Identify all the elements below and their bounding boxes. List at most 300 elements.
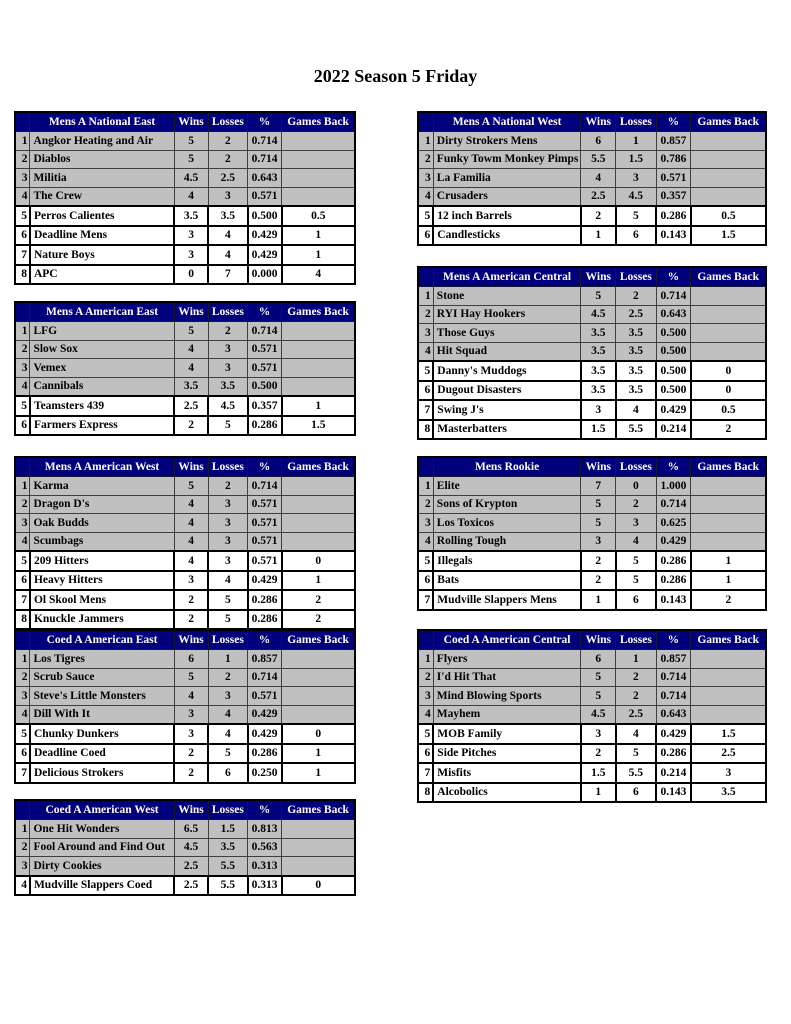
rank-cell: 3 <box>418 514 433 533</box>
standings-table-mens-a-national-west <box>417 111 767 246</box>
games-back-cell: 1 <box>691 571 766 591</box>
team-name-cell: Chunky Dunkers <box>30 724 174 744</box>
pct-cell: 0.313 <box>248 876 282 896</box>
wins-cell: 5 <box>174 668 208 687</box>
col-header-pct: % <box>248 457 282 477</box>
wins-cell: 3.5 <box>174 206 208 226</box>
pct-cell: 0.643 <box>656 305 691 324</box>
rank-cell: 3 <box>15 514 30 533</box>
team-row <box>418 226 766 246</box>
team-name-cell: Delicious Strokers <box>30 763 174 783</box>
losses-cell: 3 <box>208 514 247 533</box>
table-slot-coed-a-american-central <box>417 629 767 803</box>
wins-cell: 4 <box>174 532 208 551</box>
wins-cell: 2 <box>581 571 616 591</box>
games-back-cell: 0 <box>282 551 355 571</box>
rank-cell: 3 <box>418 324 433 343</box>
losses-cell: 3.5 <box>616 324 656 343</box>
wins-cell: 3 <box>581 400 616 420</box>
rank-cell: 1 <box>418 132 433 151</box>
team-name-cell: One Hit Wonders <box>30 820 174 839</box>
games-back-cell <box>282 514 355 533</box>
games-back-cell: 0 <box>691 381 766 401</box>
losses-cell: 2 <box>208 477 247 496</box>
team-row <box>418 668 766 687</box>
wins-cell: 7 <box>581 477 616 496</box>
games-back-cell <box>282 132 355 151</box>
pct-cell: 0.786 <box>656 150 691 169</box>
wins-cell: 4 <box>174 687 208 706</box>
rank-header-spacer <box>418 630 433 650</box>
team-name-cell: Cannibals <box>30 377 174 396</box>
losses-cell: 2 <box>208 132 247 151</box>
team-row <box>15 132 355 151</box>
pct-cell: 0.214 <box>656 420 691 440</box>
pct-cell: 0.143 <box>656 590 691 610</box>
wins-cell: 3.5 <box>174 377 208 396</box>
team-name-cell: Angkor Heating and Air <box>30 132 174 151</box>
pct-cell: 0.714 <box>248 322 282 341</box>
games-back-cell <box>691 132 766 151</box>
losses-cell: 3.5 <box>208 377 247 396</box>
rank-cell: 7 <box>418 400 433 420</box>
games-back-cell: 2 <box>282 590 355 610</box>
team-row <box>15 668 355 687</box>
games-back-cell <box>691 305 766 324</box>
losses-cell: 2.5 <box>616 705 656 724</box>
losses-cell: 0 <box>616 477 656 496</box>
pct-cell: 0.714 <box>248 668 282 687</box>
losses-cell: 4 <box>616 724 656 744</box>
wins-cell: 5 <box>581 668 616 687</box>
team-row <box>418 324 766 343</box>
rank-cell: 7 <box>418 590 433 610</box>
team-row <box>15 687 355 706</box>
rank-header-spacer <box>418 267 433 287</box>
rank-cell: 3 <box>418 687 433 706</box>
losses-cell: 3.5 <box>208 838 247 857</box>
wins-cell: 4 <box>174 359 208 378</box>
team-row <box>15 169 355 188</box>
wins-cell: 3 <box>581 724 616 744</box>
losses-cell: 6 <box>616 783 656 803</box>
pct-cell: 0.286 <box>656 551 691 571</box>
team-row <box>418 571 766 591</box>
games-back-cell: 0.5 <box>691 206 766 226</box>
rank-cell: 2 <box>418 668 433 687</box>
team-row <box>15 187 355 206</box>
team-name-cell: Dirty Strokers Mens <box>433 132 581 151</box>
losses-cell: 4 <box>616 400 656 420</box>
team-name-cell: Alcobolics <box>433 783 581 803</box>
rank-cell: 6 <box>418 571 433 591</box>
losses-cell: 5.5 <box>208 857 247 876</box>
col-header-wins: Wins <box>174 112 208 132</box>
pct-cell: 0.500 <box>248 206 282 226</box>
team-name-cell: Hit Squad <box>433 342 581 361</box>
table-slot-mens-a-american-west <box>14 456 356 630</box>
team-row <box>418 420 766 440</box>
col-header-games-back: Games Back <box>282 457 355 477</box>
division-title: Mens A National West <box>433 112 581 132</box>
team-row <box>418 361 766 381</box>
rank-cell: 2 <box>418 150 433 169</box>
pct-cell: 0.714 <box>656 687 691 706</box>
losses-cell: 3.5 <box>208 206 247 226</box>
pct-cell: 0.571 <box>248 495 282 514</box>
rank-cell: 1 <box>418 287 433 306</box>
games-back-cell: 1 <box>282 396 355 416</box>
col-header-pct: % <box>656 267 691 287</box>
wins-cell: 3.5 <box>581 361 616 381</box>
team-name-cell: Deadline Coed <box>30 744 174 764</box>
pct-cell: 0.813 <box>248 820 282 839</box>
rank-cell: 4 <box>418 705 433 724</box>
games-back-cell <box>282 495 355 514</box>
table-slot-mens-a-american-east <box>14 301 356 436</box>
pct-cell: 0.500 <box>656 342 691 361</box>
col-header-losses: Losses <box>208 630 247 650</box>
team-name-cell: Flyers <box>433 650 581 669</box>
losses-cell: 2 <box>616 687 656 706</box>
games-back-cell: 0.5 <box>282 206 355 226</box>
rank-cell: 2 <box>418 305 433 324</box>
losses-cell: 3 <box>208 687 247 706</box>
wins-cell: 5 <box>581 687 616 706</box>
header-row <box>418 457 766 477</box>
games-back-cell: 1.5 <box>282 416 355 436</box>
team-row <box>418 305 766 324</box>
losses-cell: 3 <box>616 514 656 533</box>
table-slot-mens-rookie <box>417 456 767 611</box>
col-header-pct: % <box>656 630 691 650</box>
losses-cell: 3.5 <box>616 361 656 381</box>
rank-header-spacer <box>15 800 30 820</box>
team-row <box>15 763 355 783</box>
team-name-cell: Fool Around and Find Out <box>30 838 174 857</box>
col-header-games-back: Games Back <box>282 800 355 820</box>
pct-cell: 0.571 <box>248 359 282 378</box>
team-row <box>15 744 355 764</box>
losses-cell: 3.5 <box>616 342 656 361</box>
team-name-cell: Those Guys <box>433 324 581 343</box>
games-back-cell <box>282 705 355 724</box>
games-back-cell: 1 <box>282 245 355 265</box>
standings-table-mens-a-american-central <box>417 266 767 440</box>
team-row <box>15 206 355 226</box>
rank-cell: 5 <box>15 206 30 226</box>
team-row <box>15 416 355 436</box>
games-back-cell: 1.5 <box>691 724 766 744</box>
wins-cell: 6 <box>581 132 616 151</box>
pct-cell: 0.286 <box>656 206 691 226</box>
pct-cell: 0.500 <box>656 361 691 381</box>
team-name-cell: Rolling Tough <box>433 532 581 551</box>
team-name-cell: La Familia <box>433 169 581 188</box>
games-back-cell: 0.5 <box>691 400 766 420</box>
losses-cell: 5 <box>208 590 247 610</box>
games-back-cell <box>691 650 766 669</box>
games-back-cell <box>282 650 355 669</box>
losses-cell: 7 <box>208 265 247 285</box>
team-row <box>418 400 766 420</box>
col-header-losses: Losses <box>208 457 247 477</box>
games-back-cell: 3.5 <box>691 783 766 803</box>
rank-cell: 5 <box>418 206 433 226</box>
team-name-cell: Knuckle Jammers <box>30 610 174 630</box>
division-title: Mens A American Central <box>433 267 581 287</box>
wins-cell: 1 <box>581 226 616 246</box>
games-back-cell <box>282 857 355 876</box>
team-name-cell: Illegals <box>433 551 581 571</box>
team-row <box>418 150 766 169</box>
losses-cell: 6 <box>616 226 656 246</box>
col-header-wins: Wins <box>174 457 208 477</box>
losses-cell: 4 <box>616 532 656 551</box>
wins-cell: 5 <box>581 495 616 514</box>
team-row <box>15 590 355 610</box>
division-title: Mens A American West <box>30 457 174 477</box>
col-header-wins: Wins <box>174 800 208 820</box>
pct-cell: 0.571 <box>248 187 282 206</box>
rank-cell: 6 <box>418 744 433 764</box>
games-back-cell <box>282 377 355 396</box>
games-back-cell <box>691 514 766 533</box>
team-name-cell: Oak Budds <box>30 514 174 533</box>
pct-cell: 0.714 <box>656 668 691 687</box>
col-header-games-back: Games Back <box>691 112 766 132</box>
team-row <box>15 150 355 169</box>
losses-cell: 3.5 <box>616 381 656 401</box>
losses-cell: 4 <box>208 571 247 591</box>
losses-cell: 2 <box>208 668 247 687</box>
losses-cell: 1 <box>616 132 656 151</box>
games-back-cell: 1 <box>282 226 355 246</box>
wins-cell: 5 <box>581 287 616 306</box>
team-row <box>418 744 766 764</box>
team-name-cell: Funky Towm Monkey Pimps <box>433 150 581 169</box>
losses-cell: 5.5 <box>208 876 247 896</box>
rank-header-spacer <box>15 302 30 322</box>
games-back-cell: 2 <box>691 420 766 440</box>
games-back-cell: 1 <box>282 744 355 764</box>
rank-cell: 6 <box>15 226 30 246</box>
pct-cell: 0.571 <box>248 340 282 359</box>
team-row <box>418 477 766 496</box>
wins-cell: 2.5 <box>581 187 616 206</box>
team-row <box>15 857 355 876</box>
pct-cell: 0.643 <box>656 705 691 724</box>
col-header-losses: Losses <box>208 800 247 820</box>
games-back-cell <box>691 150 766 169</box>
losses-cell: 2 <box>208 322 247 341</box>
division-title: Coed A American Central <box>433 630 581 650</box>
wins-cell: 4 <box>174 340 208 359</box>
games-back-cell <box>691 532 766 551</box>
team-row <box>418 169 766 188</box>
rank-cell: 6 <box>15 571 30 591</box>
games-back-cell <box>282 340 355 359</box>
wins-cell: 2 <box>581 206 616 226</box>
rank-cell: 3 <box>15 169 30 188</box>
games-back-cell <box>691 324 766 343</box>
wins-cell: 3 <box>174 245 208 265</box>
pct-cell: 0.429 <box>656 532 691 551</box>
division-title: Mens A National East <box>30 112 174 132</box>
wins-cell: 2 <box>174 763 208 783</box>
pct-cell: 0.571 <box>248 687 282 706</box>
team-name-cell: Karma <box>30 477 174 496</box>
games-back-cell: 1 <box>282 571 355 591</box>
rank-cell: 5 <box>418 551 433 571</box>
wins-cell: 4.5 <box>581 305 616 324</box>
page-title: 2022 Season 5 Friday <box>313 66 478 86</box>
team-row <box>418 187 766 206</box>
games-back-cell <box>691 169 766 188</box>
header-row <box>418 267 766 287</box>
team-row <box>15 705 355 724</box>
pct-cell: 0.286 <box>248 744 282 764</box>
rank-cell: 4 <box>418 342 433 361</box>
wins-cell: 3 <box>581 532 616 551</box>
games-back-cell <box>691 287 766 306</box>
team-row <box>418 705 766 724</box>
losses-cell: 5.5 <box>616 763 656 783</box>
team-name-cell: Side Pitches <box>433 744 581 764</box>
games-back-cell <box>282 322 355 341</box>
team-name-cell: Dirty Cookies <box>30 857 174 876</box>
col-header-wins: Wins <box>581 112 616 132</box>
losses-cell: 4 <box>208 226 247 246</box>
col-header-losses: Losses <box>208 112 247 132</box>
team-name-cell: Swing J's <box>433 400 581 420</box>
team-row <box>418 763 766 783</box>
rank-cell: 5 <box>418 361 433 381</box>
wins-cell: 4 <box>174 187 208 206</box>
team-row <box>15 532 355 551</box>
pct-cell: 0.429 <box>248 724 282 744</box>
team-name-cell: Scumbags <box>30 532 174 551</box>
team-row <box>418 590 766 610</box>
rank-cell: 7 <box>15 763 30 783</box>
wins-cell: 2.5 <box>174 876 208 896</box>
pct-cell: 0.500 <box>656 381 691 401</box>
division-title: Mens A American East <box>30 302 174 322</box>
header-row <box>15 112 355 132</box>
games-back-cell: 1.5 <box>691 226 766 246</box>
wins-cell: 2 <box>174 590 208 610</box>
wins-cell: 4.5 <box>174 169 208 188</box>
rank-cell: 7 <box>418 763 433 783</box>
pct-cell: 0.563 <box>248 838 282 857</box>
losses-cell: 5 <box>616 571 656 591</box>
games-back-cell <box>691 705 766 724</box>
games-back-cell <box>691 187 766 206</box>
pct-cell: 0.000 <box>248 265 282 285</box>
col-header-pct: % <box>656 112 691 132</box>
wins-cell: 5 <box>581 514 616 533</box>
wins-cell: 6 <box>174 650 208 669</box>
pct-cell: 0.429 <box>248 571 282 591</box>
team-row <box>418 724 766 744</box>
games-back-cell: 0 <box>282 724 355 744</box>
rank-cell: 1 <box>15 477 30 496</box>
games-back-cell: 0 <box>282 876 355 896</box>
team-row <box>15 820 355 839</box>
losses-cell: 5 <box>616 551 656 571</box>
pct-cell: 0.714 <box>248 150 282 169</box>
wins-cell: 6.5 <box>174 820 208 839</box>
rank-header-spacer <box>15 630 30 650</box>
wins-cell: 4 <box>581 169 616 188</box>
standings-table-coed-a-american-east <box>14 629 356 784</box>
col-header-games-back: Games Back <box>282 630 355 650</box>
rank-cell: 1 <box>418 477 433 496</box>
pct-cell: 0.429 <box>248 226 282 246</box>
games-back-cell <box>282 820 355 839</box>
team-row <box>418 532 766 551</box>
rank-cell: 2 <box>15 150 30 169</box>
rank-cell: 7 <box>15 245 30 265</box>
rank-cell: 1 <box>15 322 30 341</box>
col-header-games-back: Games Back <box>691 457 766 477</box>
team-name-cell: Mind Blowing Sports <box>433 687 581 706</box>
games-back-cell <box>282 169 355 188</box>
pct-cell: 0.286 <box>656 744 691 764</box>
wins-cell: 4 <box>174 551 208 571</box>
losses-cell: 4 <box>208 724 247 744</box>
wins-cell: 2 <box>174 744 208 764</box>
team-row <box>418 551 766 571</box>
col-header-wins: Wins <box>581 457 616 477</box>
team-row <box>418 206 766 226</box>
header-row <box>15 457 355 477</box>
wins-cell: 2 <box>174 416 208 436</box>
wins-cell: 6 <box>581 650 616 669</box>
wins-cell: 4 <box>174 514 208 533</box>
losses-cell: 2.5 <box>208 169 247 188</box>
losses-cell: 6 <box>616 590 656 610</box>
losses-cell: 1.5 <box>616 150 656 169</box>
rank-cell: 4 <box>15 876 30 896</box>
header-row <box>418 112 766 132</box>
losses-cell: 3 <box>208 495 247 514</box>
pct-cell: 0.714 <box>248 132 282 151</box>
col-header-games-back: Games Back <box>691 630 766 650</box>
rank-cell: 8 <box>418 420 433 440</box>
team-row <box>418 287 766 306</box>
team-name-cell: Los Tigres <box>30 650 174 669</box>
pct-cell: 0.143 <box>656 226 691 246</box>
rank-cell: 2 <box>15 495 30 514</box>
wins-cell: 4 <box>174 495 208 514</box>
team-name-cell: Bats <box>433 571 581 591</box>
rank-cell: 2 <box>15 340 30 359</box>
games-back-cell: 1 <box>282 763 355 783</box>
rank-cell: 1 <box>418 650 433 669</box>
losses-cell: 5 <box>616 206 656 226</box>
rank-cell: 6 <box>418 226 433 246</box>
team-name-cell: Stone <box>433 287 581 306</box>
wins-cell: 4.5 <box>174 838 208 857</box>
losses-cell: 2 <box>616 287 656 306</box>
rank-header-spacer <box>418 457 433 477</box>
team-row <box>418 342 766 361</box>
wins-cell: 3 <box>174 571 208 591</box>
losses-cell: 5.5 <box>616 420 656 440</box>
wins-cell: 2.5 <box>174 396 208 416</box>
games-back-cell <box>691 342 766 361</box>
